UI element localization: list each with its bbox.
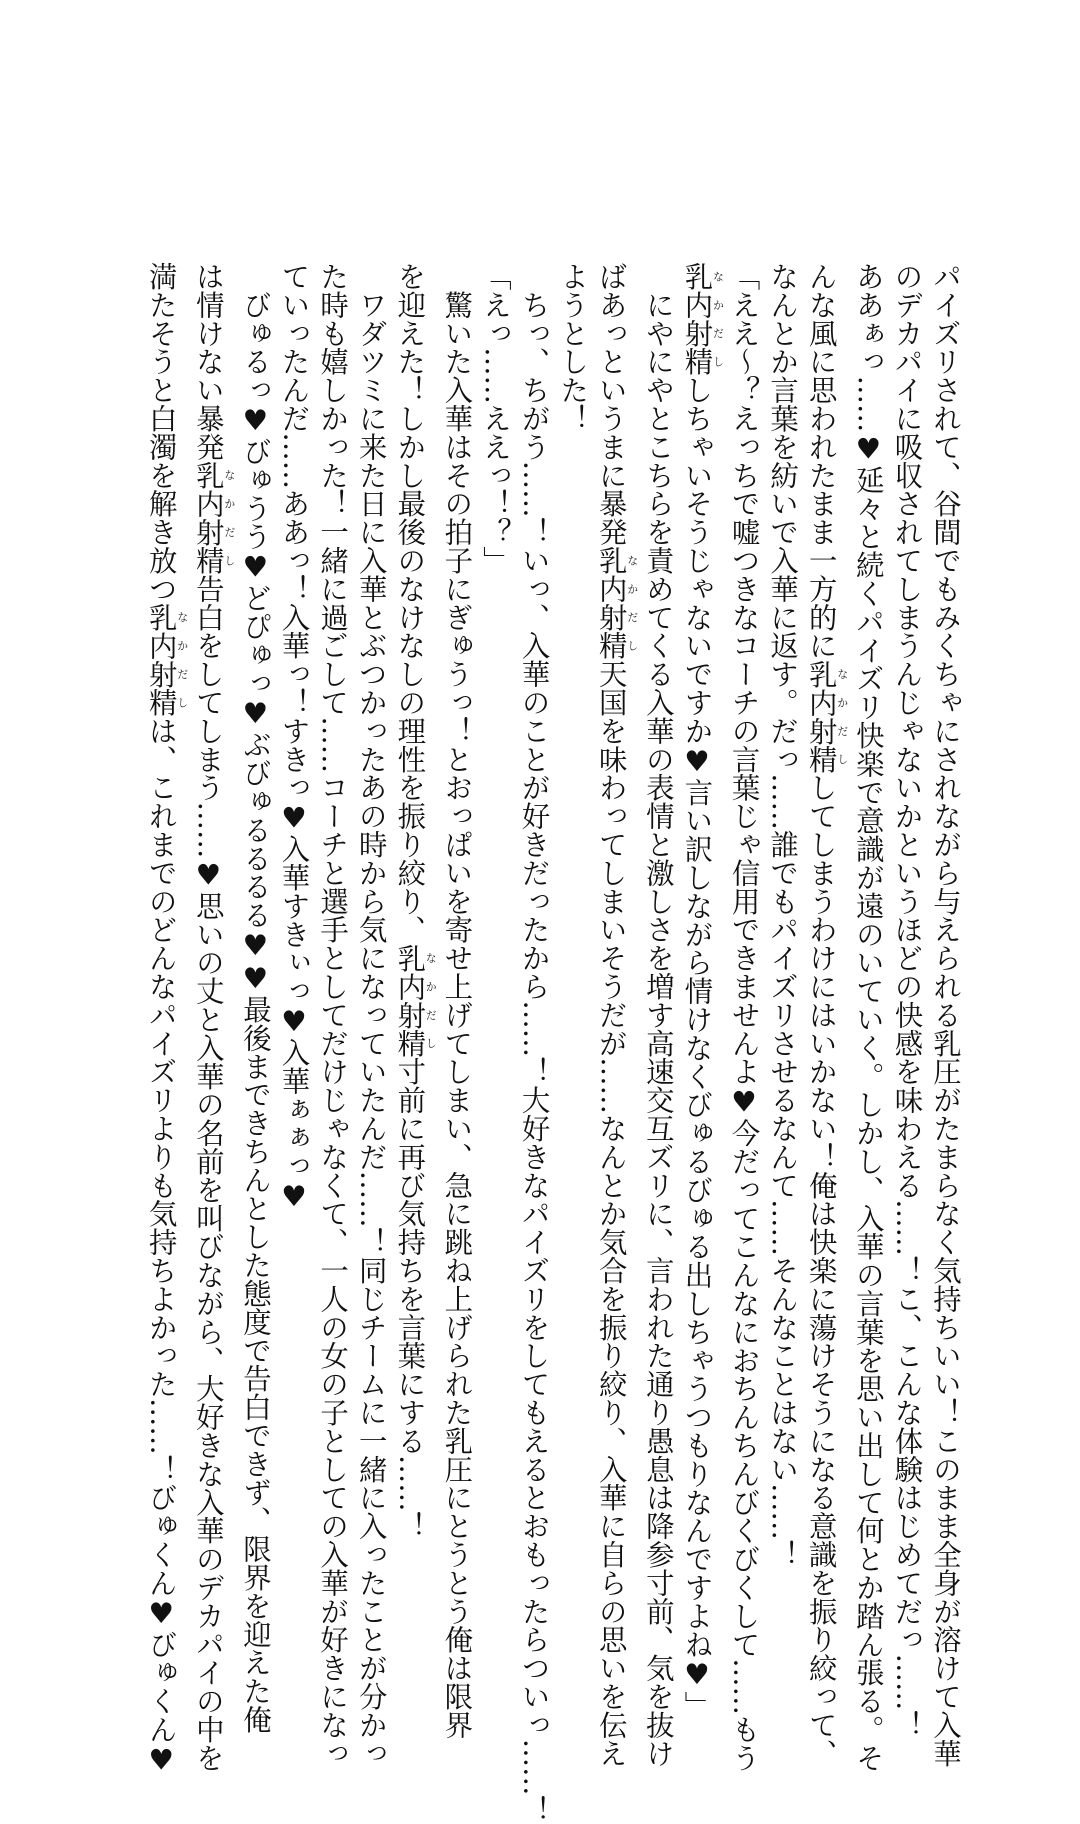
text-run: パイズリされて、谷間でもみくちゃにされながら与えられる乳圧がたまらなく気持ちいい！このまま全身が溶けて入華 xyxy=(929,262,962,1768)
text-run: ていったんだ……ああっ！入華っ！すきっ♥入華すきぃっ♥入華ぁぁっ♥ xyxy=(277,262,311,1213)
text-column xyxy=(553,262,592,1374)
text-column xyxy=(514,262,553,1824)
text-run: ああぁっ……♥延々と続くパイズリ快楽で意識が遠のいていく。しかし、入華の言葉を思い出して何とか踏ん張る。そ xyxy=(851,262,885,1772)
vertical-text-body xyxy=(141,262,964,1824)
furigana: なかだし xyxy=(625,546,639,660)
text-run: 満たそうと白濁を解き放つ xyxy=(144,262,178,603)
furigana: なかだし xyxy=(222,460,236,575)
text-run: ワダツミに来た日に入華とぶつかったあの時から気になっていたんだ……！同じチームに一緒に入ったことが分かっ xyxy=(354,262,388,1768)
text-column xyxy=(591,262,639,1768)
text-column xyxy=(801,262,849,1768)
text-column xyxy=(848,262,887,1772)
text-column xyxy=(925,262,964,1768)
text-run: 寸前に再び気持ちを言葉にする……！ xyxy=(393,1057,427,1540)
text-run: 天国を味わってしまいそうだが……なんとか気合を振り絞り、入華に自らの思いを伝え xyxy=(594,659,628,1768)
text-run: ばあっというまに暴発 xyxy=(594,262,628,546)
text-column xyxy=(724,262,763,1772)
furigana: なかだし xyxy=(835,659,849,774)
text-column xyxy=(141,262,189,1777)
text-run: は、これまでのどんなパイズリよりも気持ちよかった……！びゅくん♥びゅくん♥ xyxy=(144,716,178,1777)
furigana: なかだし xyxy=(711,262,725,376)
text-run: 驚いた入華はその拍子にぎゅうっ！とおっぱいを寄せ上げてしまい、急に跳ね上げられた乳圧にとうとう俺は限界 xyxy=(440,262,474,1739)
text-column xyxy=(887,262,926,1739)
text-column xyxy=(235,262,274,1734)
text-column xyxy=(677,262,725,1720)
text-run: しちゃいそうじゃないですか♥言い訳しながら情けなくびゅるびゅる出しちゃうつもりなんですよね♥」 xyxy=(680,375,714,1720)
ruby-annotated-word: 乳内射精なかだし xyxy=(393,943,438,1058)
text-column xyxy=(390,262,438,1540)
text-run: なんとか言葉を紡いで入華に返す。だっ……誰でもパイズリさせるなんて……そんなことはない……！ xyxy=(766,262,800,1569)
text-column xyxy=(763,262,802,1569)
text-run: ちっ、ちがう……！いっ、入華のことが好きだったから……！大好きなパイズリをしてもえるとおもったらついっ……！ xyxy=(517,262,551,1824)
furigana: なかだし xyxy=(175,602,189,717)
text-run: は情けない暴発 xyxy=(191,262,225,461)
text-column xyxy=(351,262,390,1768)
text-run: ようとした！ xyxy=(556,262,590,433)
furigana: なかだし xyxy=(424,943,438,1058)
text-column xyxy=(274,262,313,1374)
text-run: 「ええ〜？えっちで嘘つきなコーチの言葉じゃ信用できませんよ♥今だってこんなにおちんちんびくびくして……もう xyxy=(727,262,761,1772)
text-column xyxy=(638,262,677,1768)
text-run: 告白をしてしまう……♥思いの丈と入華の名前を叫びながら、大好きな入華のデカパイの中を xyxy=(191,574,225,1772)
ruby-annotated-word: 乳内射精なかだし xyxy=(191,460,236,575)
text-run: んな風に思われたまま一方的に xyxy=(804,262,838,660)
text-run: 「えっ……ええっ！？」 xyxy=(478,262,512,575)
ruby-annotated-word: 乳内射精なかだし xyxy=(804,659,849,774)
text-column xyxy=(437,262,476,1739)
text-column xyxy=(475,262,514,1374)
ruby-annotated-word: 乳内射精なかだし xyxy=(144,602,189,717)
text-run: た時も嬉しかった！一緒に過ごして……コーチと選手としてだけじゃなくて、一人の女の子としての入華が好きになっ xyxy=(316,262,350,1768)
text-run: してしまうわけにはいかない！俺は快楽に蕩けそうになる意識を振り絞って、 xyxy=(804,773,838,1768)
text-run: にやにやとこちらを責めてくる入華の表情と激しさを増す高速交互ズリに、言われた通り愚息は降参寸前、気を抜け xyxy=(641,262,675,1768)
text-column xyxy=(188,262,236,1772)
text-run: を迎えた！しかし最後のなけなしの理性を振り絞り、 xyxy=(393,262,427,944)
text-run: のデカパイに吸収されてしまうんじゃないかというほどの快感を味わえる……！こ、こんな体験はじめてだっ……！ xyxy=(890,262,924,1739)
text-run: びゅるっ♥びゅうう♥どぴゅっ♥ぶびゅるるるる♥♥最後まできちんとした態度で告白できず、限界を迎えた俺 xyxy=(238,262,272,1734)
ruby-annotated-word: 乳内射精なかだし xyxy=(680,262,725,376)
ruby-annotated-word: 乳内射精なかだし xyxy=(594,546,639,660)
text-column xyxy=(313,262,352,1768)
